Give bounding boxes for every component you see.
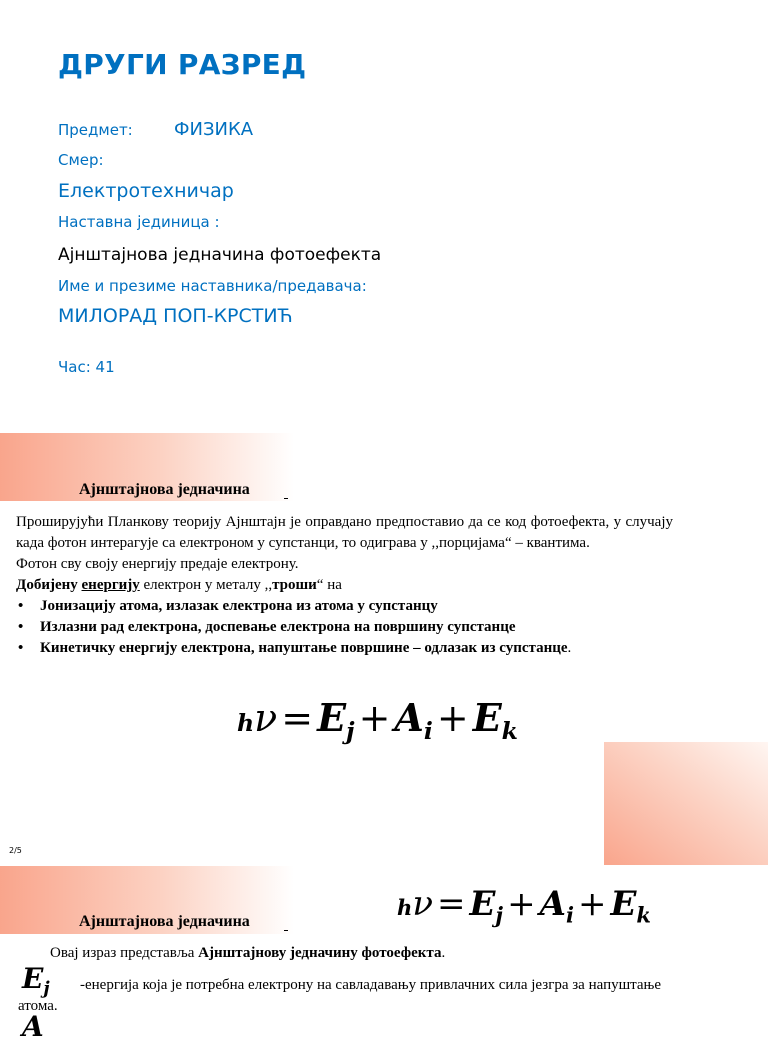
slide2-paragraph-1: Проширујући Планкову теорију Ајнштајн је оправдано предпоставио да се код фотоефекта, у случају када фотон интерагује са електроном у супстанци, то одиграва у ,,порцијама“ – квантима.	[16, 514, 673, 551]
eq-sub-j: j	[495, 902, 504, 928]
p3-text-2: “ на	[316, 577, 342, 593]
slide2-paragraph-2: Фотон сву своју енергију предаје електрону.	[16, 556, 299, 572]
intro-bold: Ајнштајнову једначину фотоефекта	[198, 945, 442, 961]
eq-h: h	[237, 709, 255, 737]
einstein-equation-main	[237, 695, 518, 745]
eq-sub-j: j	[346, 717, 355, 746]
teacher-value: МИЛОРАД ПОП-КРСТИЋ	[58, 305, 293, 327]
slide3-intro	[50, 943, 445, 964]
unit-label: Наставна јединица :	[58, 213, 220, 231]
eq-A: A	[394, 695, 424, 740]
subject-value: ФИЗИКА	[174, 119, 254, 140]
unit-value: Ајнштајнова једначина фотоефекта	[58, 245, 382, 265]
eq-plus-2: +	[577, 884, 607, 924]
eq-nu: ν	[412, 884, 433, 924]
eq-sub-k: k	[501, 717, 518, 746]
p3-underlined-word: енергију	[81, 577, 140, 593]
bullet-item	[16, 638, 673, 659]
eq-sub-i: i	[423, 717, 433, 746]
eq-equals: =	[281, 696, 314, 740]
slide2-paragraph-3	[16, 575, 673, 596]
slide2-corner-gradient	[604, 742, 768, 865]
bullet-item: • Излазни рад електрона, доспевање електрона на површину супстанце	[16, 617, 673, 638]
eq-plus-2: +	[436, 696, 469, 740]
intro-text: Овај израз представља	[50, 945, 199, 961]
bullet-item: • Јонизацију атома, излазак електрона из атома у супстанцу	[16, 596, 673, 617]
p3-text-1: електрон у металу ,,	[139, 577, 273, 593]
eq-sub-i: i	[565, 902, 574, 928]
bullet-item-text: Кинетичку енергију електрона, напуштање површине – одлазак из супстанце	[40, 640, 568, 656]
eq-plus-1: +	[358, 696, 391, 740]
ej-E: E	[22, 962, 44, 995]
ej-sub-j: j	[43, 979, 50, 1000]
ai-A: A	[22, 1010, 44, 1043]
ai-symbol-partial	[22, 1010, 44, 1043]
slide3-heading-mark	[284, 930, 288, 931]
einstein-equation-slide3	[397, 884, 651, 927]
slide2-heading: Ајнштајнова једначина	[79, 481, 250, 498]
eq-nu: ν	[254, 696, 278, 740]
slide2-heading-mark	[284, 498, 288, 499]
subject-label: Предмет:	[58, 121, 133, 139]
eq-plus-1: +	[507, 884, 536, 924]
eq-E: E	[317, 695, 347, 740]
eq-equals: =	[437, 884, 466, 924]
p3-bold-word-2: троши	[272, 577, 317, 593]
eq-h: h	[397, 895, 413, 920]
intro-end: .	[441, 945, 446, 961]
slide2-bullet-list	[16, 596, 673, 659]
page-number: 2/5	[9, 846, 22, 855]
eq-A: A	[539, 884, 566, 924]
bullet-item-end: .	[567, 640, 572, 656]
lesson-number: Час: 41	[58, 358, 115, 376]
ej-description: -енергија која је потребна електрону на савладавању привлачних сила језгра за напуштање атома.	[18, 977, 662, 1014]
eq-E-2: E	[610, 884, 637, 924]
course-value: Електротехничар	[58, 180, 234, 202]
slide2-body	[16, 512, 673, 659]
teacher-label: Име и презиме наставника/предавача:	[58, 277, 367, 295]
eq-sub-k: k	[636, 902, 651, 928]
p3-bold-word: Добијену	[16, 577, 78, 593]
eq-E-2: E	[472, 695, 502, 740]
course-label: Смер:	[58, 151, 104, 169]
page-title: ДРУГИ РАЗРЕД	[58, 48, 307, 81]
eq-E: E	[469, 884, 496, 924]
slide3-heading: Ајнштајнова једначина	[79, 913, 250, 930]
